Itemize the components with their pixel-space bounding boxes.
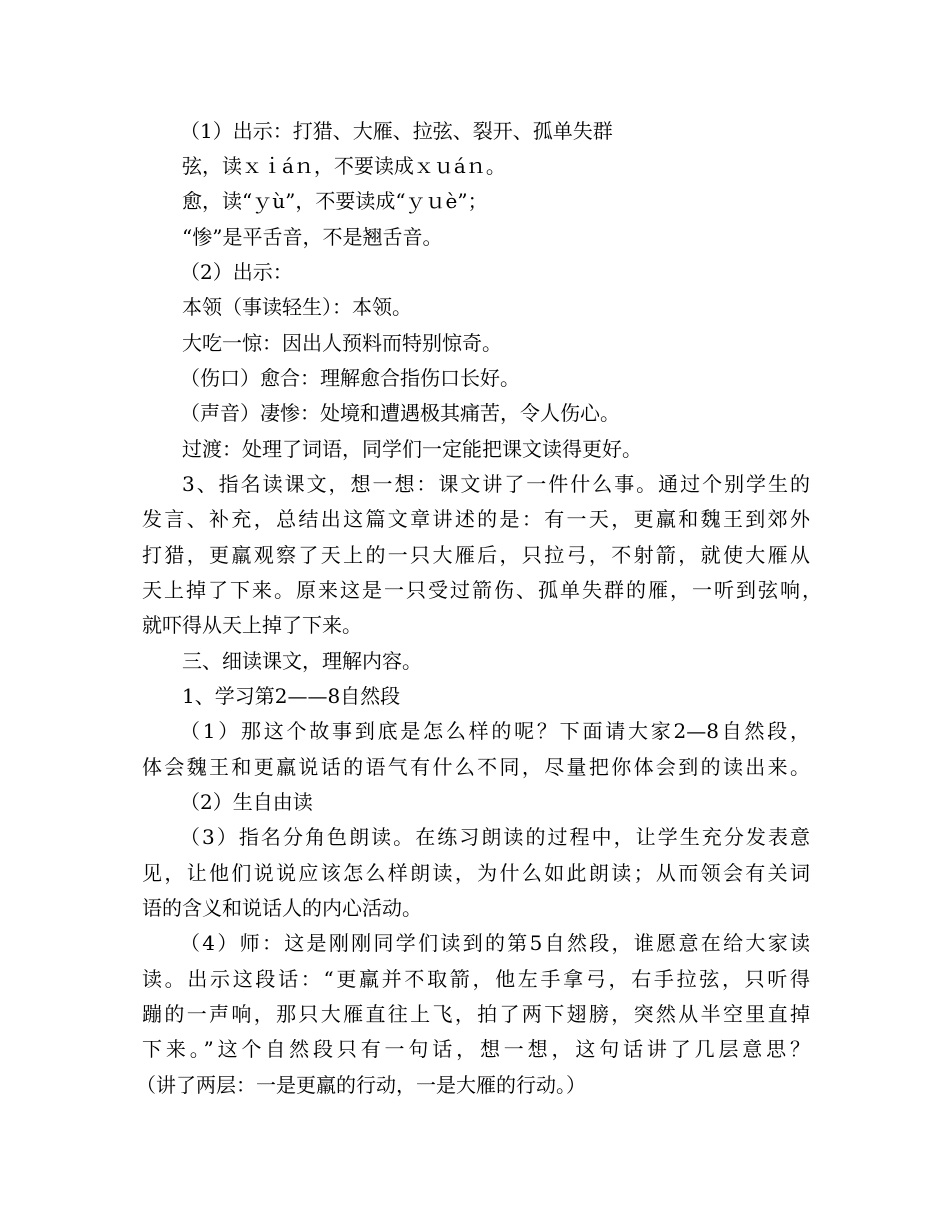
text-line-10: 过渡：处理了词语，同学们一定能把课文读得更好。 xyxy=(182,437,642,461)
text-line-26: 蹦的一声响，那只大雁直往上飞，拍了两下翅膀，突然从半空里直掉 xyxy=(142,1002,810,1026)
text-line-14: 天上掉了下来。原来这是一只受过箭伤、孤单失群的雁，一听到弦响， xyxy=(142,578,822,602)
text-line-12: 发言、补充，总结出这篇文章讲述的是：有一天，更羸和魏王到郊外 xyxy=(142,507,810,531)
text-line-13: 打猎，更羸观察了天上的一只大雁后，只拉弓，不射箭，就使大雁从 xyxy=(142,543,810,567)
text-line-23: 语的含义和说话人的内心活动。 xyxy=(142,896,422,920)
text-line-15: 就吓得从天上掉了下来。 xyxy=(142,613,362,637)
text-line-8: （伤口）愈合：理解愈合指伤口长好。 xyxy=(180,366,520,390)
text-line-5: （2）出示： xyxy=(180,260,293,284)
text-line-18: （1）那这个故事到底是怎么样的呢？下面请大家2—8自然段， xyxy=(180,719,810,743)
text-line-2: 弦，读ｘｉáｎ，不要读成ｘｕáｎ。 xyxy=(182,154,506,178)
text-line-28: （讲了两层：一是更羸的行动，一是大雁的行动。） xyxy=(136,1073,586,1097)
text-line-21: （3）指名分角色朗读。在练习朗读的过程中，让学生充分发表意 xyxy=(180,825,810,849)
text-line-17: 1、学习第2——8自然段 xyxy=(182,684,401,708)
text-line-16: 三、细读课文，理解内容。 xyxy=(182,649,422,673)
text-line-27: 下来。”这个自然段只有一句话，想一想，这句话讲了几层意思？ xyxy=(142,1037,810,1061)
text-line-1: （1）出示：打猎、大雁、拉弦、裂开、孤单失群 xyxy=(180,119,613,143)
text-line-3: 愈，读“ｙù”，不要读成“ｙｕè”； xyxy=(182,189,488,213)
text-line-24: （4）师：这是刚刚同学们读到的第5自然段，谁愿意在给大家读 xyxy=(180,931,810,955)
text-line-4: “惨”是平舌音，不是翘舌音。 xyxy=(182,225,443,249)
text-line-9: （声音）凄惨：处境和遭遇极其痛苦，令人伤心。 xyxy=(180,401,620,425)
text-line-25: 读。出示这段话：“更羸并不取箭，他左手拿弓，右手拉弦，只听得 xyxy=(142,967,810,991)
text-line-22: 见，让他们说说应该怎么样朗读，为什么如此朗读；从而领会有关词 xyxy=(142,861,810,885)
text-line-7: 大吃一惊：因出人预料而特别惊奇。 xyxy=(182,331,502,355)
text-line-11: 3、指名读课文，想一想：课文讲了一件什么事。通过个别学生的 xyxy=(182,472,810,496)
text-line-20: （2）生自由读 xyxy=(180,790,313,814)
text-line-6: 本领（事读轻生）：本领。 xyxy=(182,295,412,319)
text-line-19: 体会魏王和更羸说话的语气有什么不同，尽量把你体会到的读出来。 xyxy=(142,755,810,779)
